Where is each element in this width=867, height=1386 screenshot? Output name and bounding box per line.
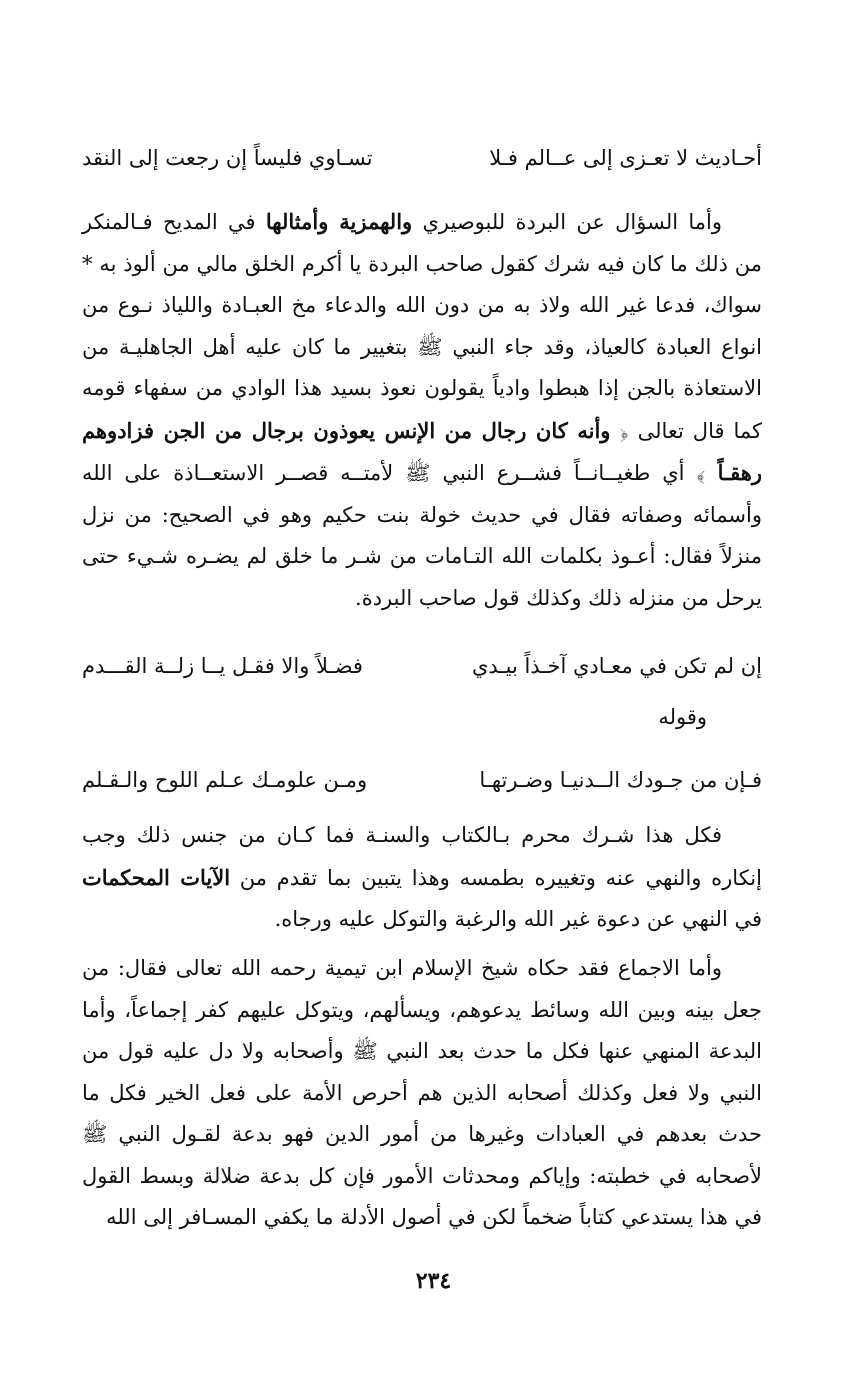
- wa-qawluhu-text: وقوله: [658, 705, 707, 729]
- paragraph-2-before: فكل هذا شـرك محرم بـالكتاب والسنـة فما كـان من جنس ذلك وجب إنكاره والنهي عنه وتغييره بطمسه وهذا يتبين بما تقدم من: [82, 823, 762, 890]
- paragraph-1-intro: وأما السؤال عن البردة للبوصيري: [412, 210, 722, 234]
- paragraph-2: [82, 815, 762, 941]
- paragraph-1-text: [82, 201, 762, 619]
- paragraph-1: [82, 201, 762, 619]
- paragraph-2-bold: الآيات المحكمات: [82, 864, 231, 890]
- verse-line-1: [82, 138, 762, 178]
- paragraph-1-bold: والهمزية وأمثالها: [265, 209, 413, 234]
- wa-qawluhu-line: [82, 697, 762, 739]
- quran-verse: وأنه كان رجال من الإنس يعوذون برجال من الجن فزادوهم رهقـاً: [82, 417, 762, 485]
- verse-3-first-hemistich: فـإن من جـودك الــدنيـا وضـرتهـا: [479, 768, 762, 792]
- verse-3-second-hemistich: ومـن علومـك عـلم اللوح والـقـلم: [82, 768, 368, 792]
- verse-2-second-hemistich: فضـلاً والا فقـل يــا زلــة القـــدم: [82, 654, 363, 678]
- paragraph-1-after-verse: ﴾ أي طغيــانــاً فشــرع النبي ﷺ لأمتــه قصــر الاستعــاذة على الله وأسمائه وصفاته فقال في حديث خولة بنت حكيم وهو في الصحيح: من نزل منزلاً فقال: أعـوذ بكلمات الله التـامات من شـر ما خلق لم يضـره شـيء حتى يرحل من منزله ذلك وكذلك قول صاحب البردة.: [82, 461, 762, 610]
- paragraph-1-rest: في المديح فـالمنكر من ذلك ما كان فيه شرك كقول صاحب البردة يا أكرم الخلق مالي من ألوذ به * سواك، فدعا غير الله ولاذ به من دون الله والدعاء مخ العبـادة واللياذ نـوع من انواع العبادة كالعياذ، وقد جاء النبي ﷺ بتغيير ما كان عليه أهل الجاهليـة من الاستعاذة بالجن إذا هبطوا وادياً يقولون نعوذ بسيد هذا الوادي من سفهاء قومه كما قال تعالى ﴿: [82, 210, 762, 443]
- verse-line-2: [82, 646, 762, 686]
- paragraph-3: [82, 948, 762, 1239]
- verse-1-first-hemistich: أحـاديث لا تعـزى إلى عــالم فـلا: [489, 146, 762, 170]
- paragraph-2-text: [82, 815, 762, 941]
- verse-line-3: [82, 760, 762, 800]
- paragraph-3-text: وأما الاجماع فقد حكاه شيخ الإسلام ابن تيمية رحمه الله تعالى فقال: من جعل بينه وبين الله وسائط يدعوهم، ويسألهم، ويتوكل عليهم كفر إجماعاً، وأما البدعة المنهي عنها فكل ما حدث بعد النبي ﷺ وأصحابه ولا دل عليه قول من النبي ولا فعل وكذلك أصحابه الذين هم أحرص الأمة على فعل الخير فكل ما حدث بعدهم في العبادات وغيرها من أمور الدين فهو بدعة لقـول النبي ﷺ لأصحابه في خطبته: وإياكم ومحدثات الأمور فإن كل بدعة ضلالة وبسط القول في هذا يستدعي كتاباً ضخماً لكن في أصول الأدلة ما يكفي المسـافر إلى الله: [82, 956, 762, 1229]
- paragraph-2-after: في النهي عن دعوة غير الله والرغبة والتوكل عليه ورجاه.: [274, 907, 762, 931]
- page-number: ٢٣٤: [415, 1268, 452, 1294]
- verse-1-second-hemistich: تسـاوي فليساً إن رجعت إلى النقد: [82, 146, 373, 170]
- verse-2-first-hemistich: إن لم تكن في معـادي آخـذاً بيـدي: [472, 654, 762, 678]
